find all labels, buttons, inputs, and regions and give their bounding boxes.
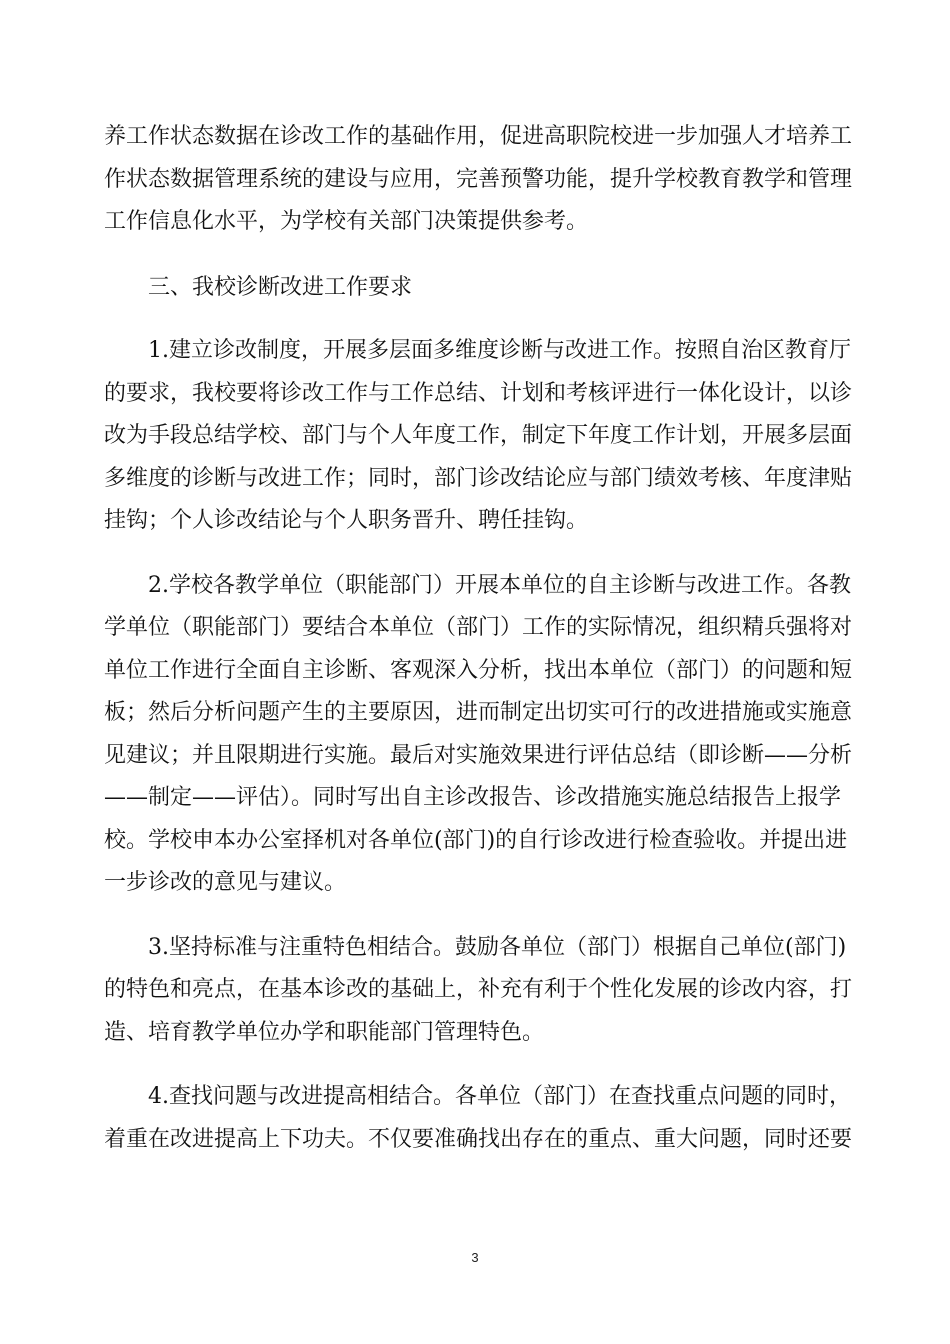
text-line: 见建议；并且限期进行实施。最后对实施效果进行评估总结（即诊断——分析 <box>104 742 852 768</box>
text-line: 多维度的诊断与改进工作；同时，部门诊改结论应与部门绩效考核、年度津贴 <box>104 465 852 491</box>
text-line: 1.建立诊改制度，开展多层面多维度诊断与改进工作。按照自治区教育厅 <box>148 338 851 363</box>
text-line: 4.查找问题与改进提高相结合。各单位（部门）在查找重点问题的同时， <box>148 1084 851 1109</box>
text-line: 养工作状态数据在诊改工作的基础作用，促进高职院校进一步加强人才培养工 <box>104 124 852 149</box>
paragraph-item-1 <box>104 330 852 543</box>
text-line: 的特色和亮点，在基本诊改的基础上，补充有利于个性化发展的诊改内容，打 <box>104 977 852 1002</box>
text-line: 着重在改进提高上下功夫。不仅要准确找出存在的重点、重大问题，同时还要 <box>104 1126 852 1152</box>
document-body <box>104 116 852 1161</box>
text-line: 一步诊改的意见与建议。 <box>104 870 347 895</box>
text-line: 学单位（职能部门）要结合本单位（部门）工作的实际情况，组织精兵强将对 <box>104 615 852 640</box>
paragraph-item-2 <box>104 565 852 905</box>
section-heading <box>104 267 852 310</box>
text-line: 改为手段总结学校、部门与个人年度工作，制定下年度工作计划，开展多层面 <box>104 423 852 448</box>
heading-text: 三、我校诊断改进工作要求 <box>148 274 413 300</box>
text-line: 校。学校申本办公室择机对各单位(部门)的自行诊改进行检查验收。并提出进 <box>104 827 848 853</box>
text-line: 挂钩；个人诊改结论与个人职务晋升、聘任挂钩。 <box>104 508 589 533</box>
text-line: 作状态数据管理系统的建设与应用，完善预警功能，提升学校教育教学和管理 <box>104 166 852 192</box>
text-line: ——制定——评估）。同时写出自主诊改报告、诊改措施实施总结报告上报学 <box>104 785 842 810</box>
text-line: 造、培育教学单位办学和职能部门管理特色。 <box>104 1019 545 1045</box>
text-line: 3.坚持标准与注重特色相结合。鼓励各单位（部门）根据自己单位(部门) <box>148 934 847 960</box>
text-line: 单位工作进行全面自主诊断、客观深入分析，找出本单位（部门）的问题和短 <box>104 657 852 683</box>
paragraph-continuation <box>104 116 852 244</box>
text-line: 的要求，我校要将诊改工作与工作总结、计划和考核评进行一体化设计，以诊 <box>104 380 852 406</box>
paragraph-item-3 <box>104 927 852 1055</box>
page-number: 3 <box>471 1250 479 1265</box>
text-line: 板；然后分析问题产生的主要原因，进而制定出切实可行的改进措施或实施意 <box>104 700 852 725</box>
text-line: 2.学校各教学单位（职能部门）开展本单位的自主诊断与改进工作。各教 <box>148 572 851 598</box>
text-line: 工作信息化水平，为学校有关部门决策提供参考。 <box>104 209 589 234</box>
paragraph-item-4 <box>104 1076 852 1161</box>
